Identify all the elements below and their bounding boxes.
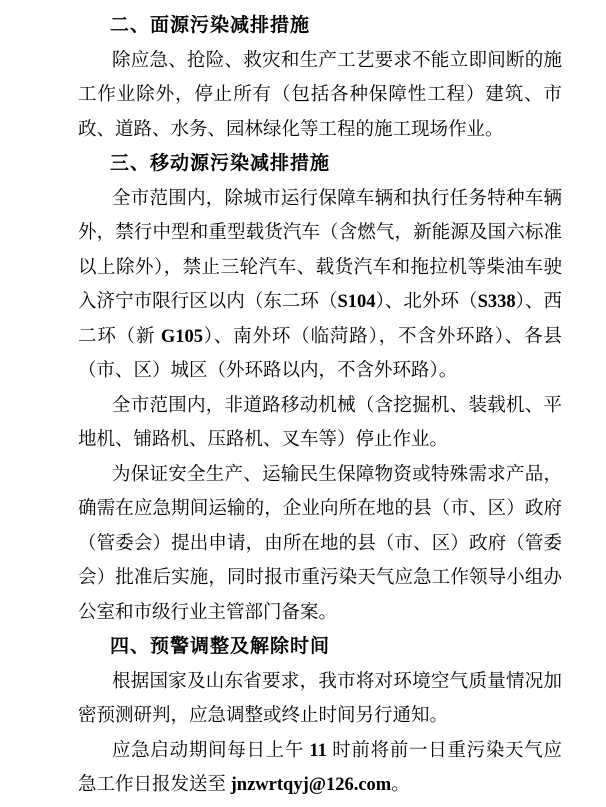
text-run: ）、南外环（临菏路），不含外环路）、各县（市、区）城区（外环路以内，不含外环路）。: [78, 326, 562, 381]
text-run: ）、北外环（: [375, 292, 478, 312]
section-heading-mobile-source: 三、移动源污染减排措施: [110, 153, 331, 174]
text-run: ）、西二环（新: [78, 292, 562, 347]
paragraph-forecast-adjustment: [78, 665, 562, 734]
bold-text-run: jnzwrtqyj@126.com: [230, 775, 392, 795]
text-run: 根据国家及山东省要求，我市将对环境空气质量情况加密预测研判，应急调整或终止时间另行通知。: [78, 671, 562, 726]
text-run: 应急启动期间每日上午: [112, 740, 310, 761]
bold-text-run: S104: [337, 292, 376, 312]
text-run: 全市范围内，除城市运行保障车辆和执行任务特种车辆外，禁行中型和重型载货汽车（含燃气，新能源及国六标准以上除外），禁止三轮汽车、载货汽车和拖拉机等柴油车驶入济宁市限行区以内（东二环（: [78, 188, 562, 312]
bold-text-run: S338: [477, 292, 516, 312]
section-heading-area-source: 二、面源污染减排措施: [110, 15, 311, 36]
text-run: 全市范围内，非道路移动机械（含挖掘机、装载机、平地机、铺路机、压路机、叉车等）停止作业。: [78, 395, 562, 450]
paragraph-transport-exemption-application: [78, 458, 562, 631]
section-heading-warning-adjustment: 四、预警调整及解除时间: [110, 636, 331, 657]
text-run: 除应急、抢险、救灾和生产工艺要求不能立即间断的施工作业除外，停止所有（包括各种保障性工程）建筑、市政、道路、水务、园林绿化等工程的施工现场作业。: [78, 50, 562, 140]
paragraph-area-source-measures: [78, 44, 562, 148]
bold-text-run: 11: [309, 740, 327, 761]
text-run: 。: [391, 775, 410, 795]
paragraph-daily-report-email: [78, 734, 562, 803]
bold-text-run: G105: [160, 326, 203, 347]
text-run: 为保证安全生产、运输民生保障物资或特殊需求产品，确需在应急期间运输的，企业向所在地的县（市、区）政府（管委会）提出申请，由所在地的县（市、区）政府（管委会）批准后实施，同时报市重污染天气应急工作领导小组办公室和市级行业主管部门备案。: [78, 464, 562, 623]
text-run: 时前将前一日重污染天气应急工作日报发送至: [78, 740, 562, 795]
paragraph-vehicle-restrictions: [78, 182, 562, 389]
paragraph-nonroad-machinery: [78, 389, 562, 458]
